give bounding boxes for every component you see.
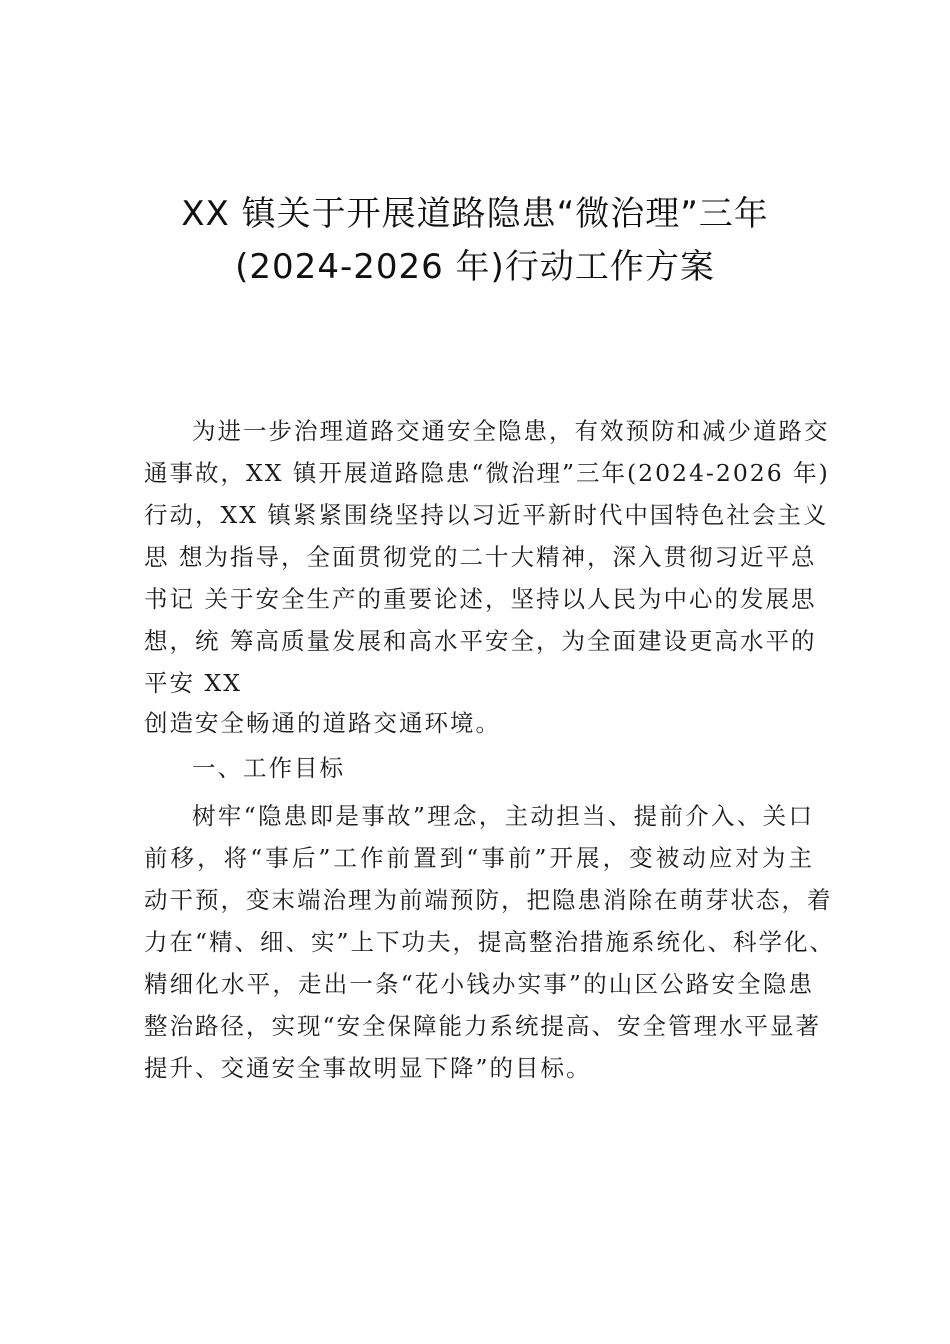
section-line: 树牢“隐患即是事故”理念，主动担当、提前介入、关口 xyxy=(192,802,814,830)
section-line: 前移，将“事后”工作前置到“事前”开展，变被动应对为主 xyxy=(144,844,814,872)
section-line: 动干预，变末端治理为前端预防，把隐患消除在萌芽状态，着 xyxy=(144,886,833,914)
document-title-line-1: XX 镇关于开展道路隐患“微治理”三年 xyxy=(181,194,769,234)
section-line: 整治路径，实现“安全保障能力系统提高、安全管理水平显著 xyxy=(144,1012,822,1040)
intro-line: 行动，XX 镇紧紧围绕坚持以习近平新时代中国特色社会主义 xyxy=(144,501,829,529)
intro-line: 通事故，XX 镇开展道路隐患“微治理”三年(2024-2026 年) xyxy=(144,459,830,487)
section-line: 精细化水平，走出一条“花小钱办实事”的山区公路安全隐患 xyxy=(144,970,814,998)
intro-line: 想，统 筹高质量发展和高水平安全，为全面建设更高水平的 xyxy=(144,627,817,655)
document-title-line-2: (2024-2026 年)行动工作方案 xyxy=(235,247,715,287)
section-line: 力在“精、细、实”上下功夫，提高整治措施系统化、科学化、 xyxy=(144,928,836,956)
intro-line: 为进一步治理道路交通安全隐患，有效预防和减少道路交 xyxy=(192,417,830,445)
intro-line: 平安 XX xyxy=(144,669,242,697)
section-heading: 一、工作目标 xyxy=(192,754,345,782)
intro-line: 书记 关于安全生产的重要论述，坚持以人民为中心的发展思 xyxy=(144,585,817,613)
intro-line: 创造安全畅通的道路交通环境。 xyxy=(144,709,501,737)
section-line: 提升、交通安全事故明显下降”的目标。 xyxy=(144,1054,592,1082)
intro-line: 思 想为指导，全面贯彻党的二十大精神，深入贯彻习近平总 xyxy=(144,543,817,571)
